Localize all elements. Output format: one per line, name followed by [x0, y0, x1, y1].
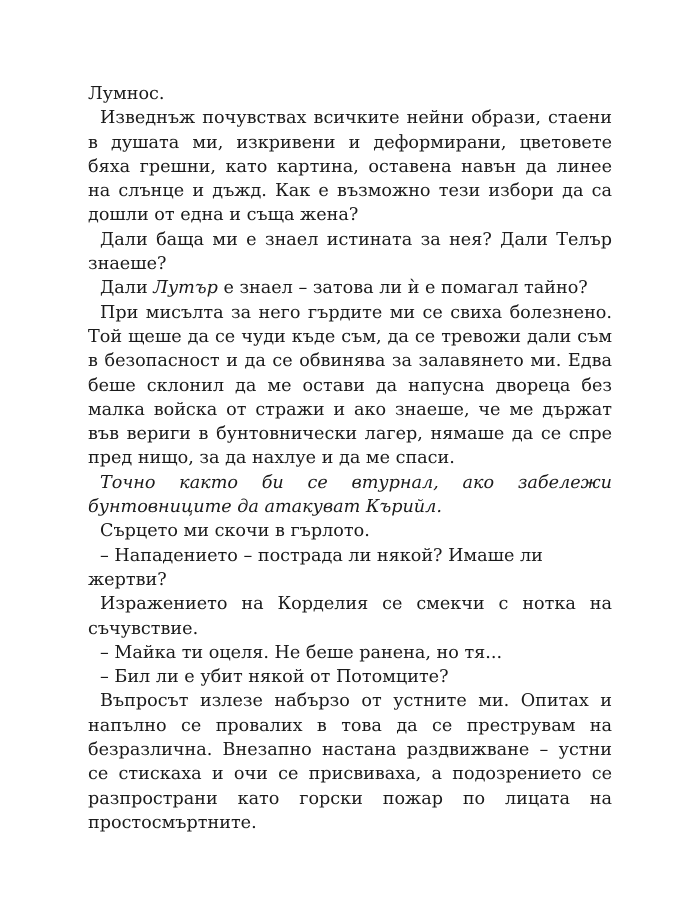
paragraph-4-tail: е знаел – затова ли ѝ е помагал тайно?	[217, 278, 588, 299]
paragraph-1: Лумнос.	[88, 84, 165, 104]
luther-emphasis: Лутър	[153, 278, 218, 299]
paragraph-12: Въпросът излезе набързо от устните ми. Опитах и напълно се провалих в това да се преструвам на безразлична. Внезапно настана раздвижване – устни се стискаха и очи се присвиваха, а подозрението се разпространи като горски пожар по лицата на простосмъртните.	[88, 691, 612, 833]
dialogue-3: – Бил ли е убит някой от Потомците?	[100, 667, 449, 688]
paragraph-9: Изражението на Корделия се смекчи с нотка на съчувствие.	[88, 594, 612, 639]
paragraph-3: Дали баща ми е знаел истината за нея? Дали Телър знаеше?	[88, 229, 612, 275]
dialogue-2: – Майка ти оцеля. Не беше ранена, но тя...	[100, 642, 503, 663]
paragraph-5: При мисълта за него гърдите ми се свиха болезнено. Той щеше да се чуди къде съм, да се тревожи дали съм в безопасност и да се обвинява за залавянето ми. Едва беше склонил да ме остави да напусна двореца без малка войска от стражи и ако знаеше, че ме държат във вериги в бунтовнически лагер, нямаше да се спре пред нищо, за да нахлуе и да ме спаси.	[88, 302, 612, 469]
paragraph-6-italic: Точно както би се втурнал, ако забележи бунтовниците да атакуват Кърийл.	[88, 472, 612, 518]
paragraph-4	[88, 276, 612, 300]
paragraph-7: Сърцето ми скочи в гърлото.	[100, 521, 370, 542]
text-block	[88, 82, 612, 835]
paragraph-4-lead: Дали	[100, 278, 154, 299]
dialogue-1: – Нападението – пострада ли някой? Имаше ли жертви?	[88, 545, 543, 590]
paragraph-2: Изведнъж почувствах всичките нейни образи, стаени в душата ми, изкривени и деформирани, цветовете бяха грешни, като картина, оставена навън да линее на слънце и дъжд. Как е възможно тези избори да са дошли от една и съща жена?	[88, 108, 612, 226]
